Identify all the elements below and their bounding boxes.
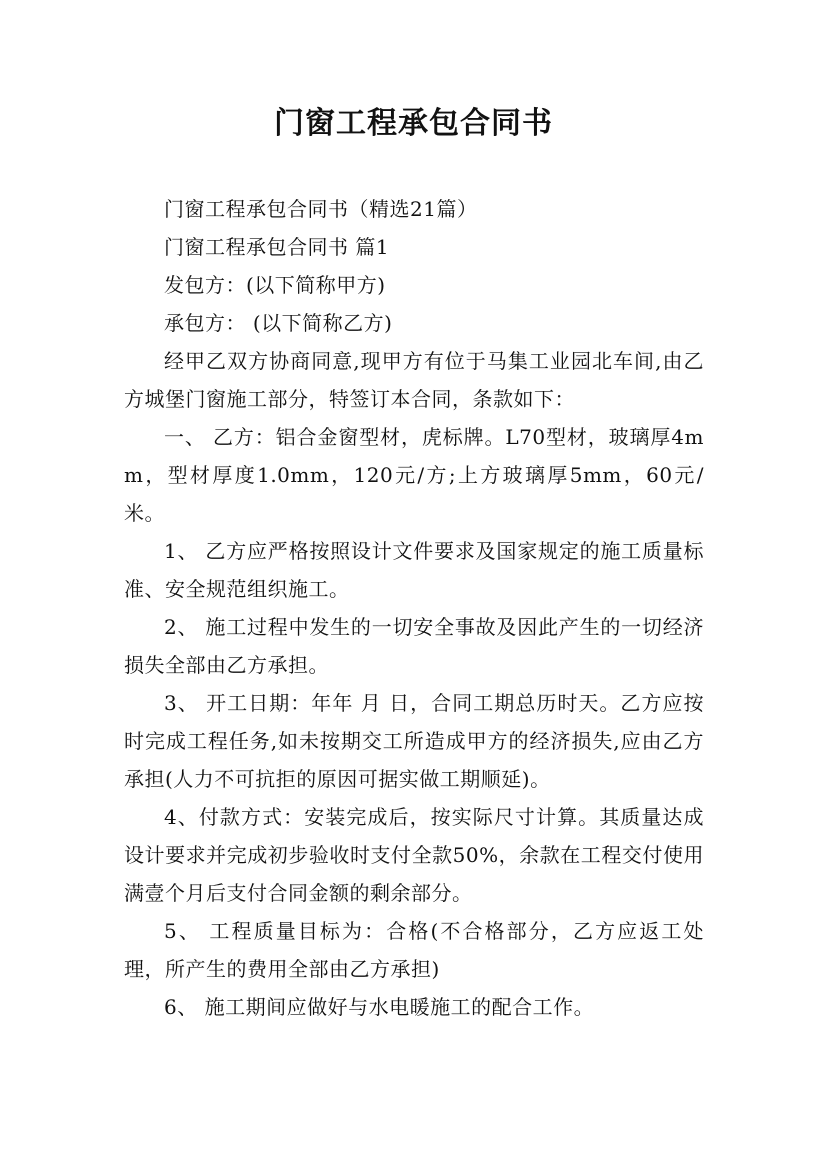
paragraph-intro: 经甲乙双方协商同意,现甲方有位于马集工业园北车间,由乙方城堡门窗施工部分，特签订本合同，条款如下：	[124, 349, 704, 411]
paragraph-clause-4: 4、付款方式：安装完成后，按实际尺寸计算。其质量达成设计要求并完成初步验收时支付全款50%，余款在工程交付使用满壹个月后支付合同金额的剩余部分。	[124, 805, 704, 905]
document-body	[124, 190, 704, 1026]
paragraph-subtitle: 门窗工程承包合同书（精选21篇）	[164, 197, 478, 221]
paragraph-materials: 一、 乙方：铝合金窗型材，虎标牌。L70型材，玻璃厚4mm，型材厚度1.0mm，120元/方;上方玻璃厚5mm，60元/米。	[124, 425, 704, 525]
paragraph-section-heading: 门窗工程承包合同书 篇1	[164, 235, 390, 259]
paragraph-clause-3: 3、 开工日期：年年 月 日，合同工期总历时天。乙方应按时完成工程任务,如未按期交工所造成甲方的经济损失,应由乙方承担(人力不可抗拒的原因可据实做工期顺延)。	[124, 691, 704, 791]
document-title: 门窗工程承包合同书	[274, 106, 553, 141]
paragraph-party-a: 发包方：(以下简称甲方)	[164, 273, 386, 297]
paragraph-clause-6: 6、 施工期间应做好与水电暖施工的配合工作。	[164, 995, 595, 1019]
paragraph-clause-5: 5、 工程质量目标为：合格(不合格部分，乙方应返工处理，所产生的费用全部由乙方承担)	[124, 919, 704, 981]
paragraph-clause-2: 2、 施工过程中发生的一切安全事故及因此产生的一切经济损失全部由乙方承担。	[124, 615, 704, 677]
paragraph-party-b: 承包方： (以下简称乙方)	[164, 311, 393, 335]
paragraph-clause-1: 1、 乙方应严格按照设计文件要求及国家规定的施工质量标准、安全规范组织施工。	[124, 539, 704, 601]
